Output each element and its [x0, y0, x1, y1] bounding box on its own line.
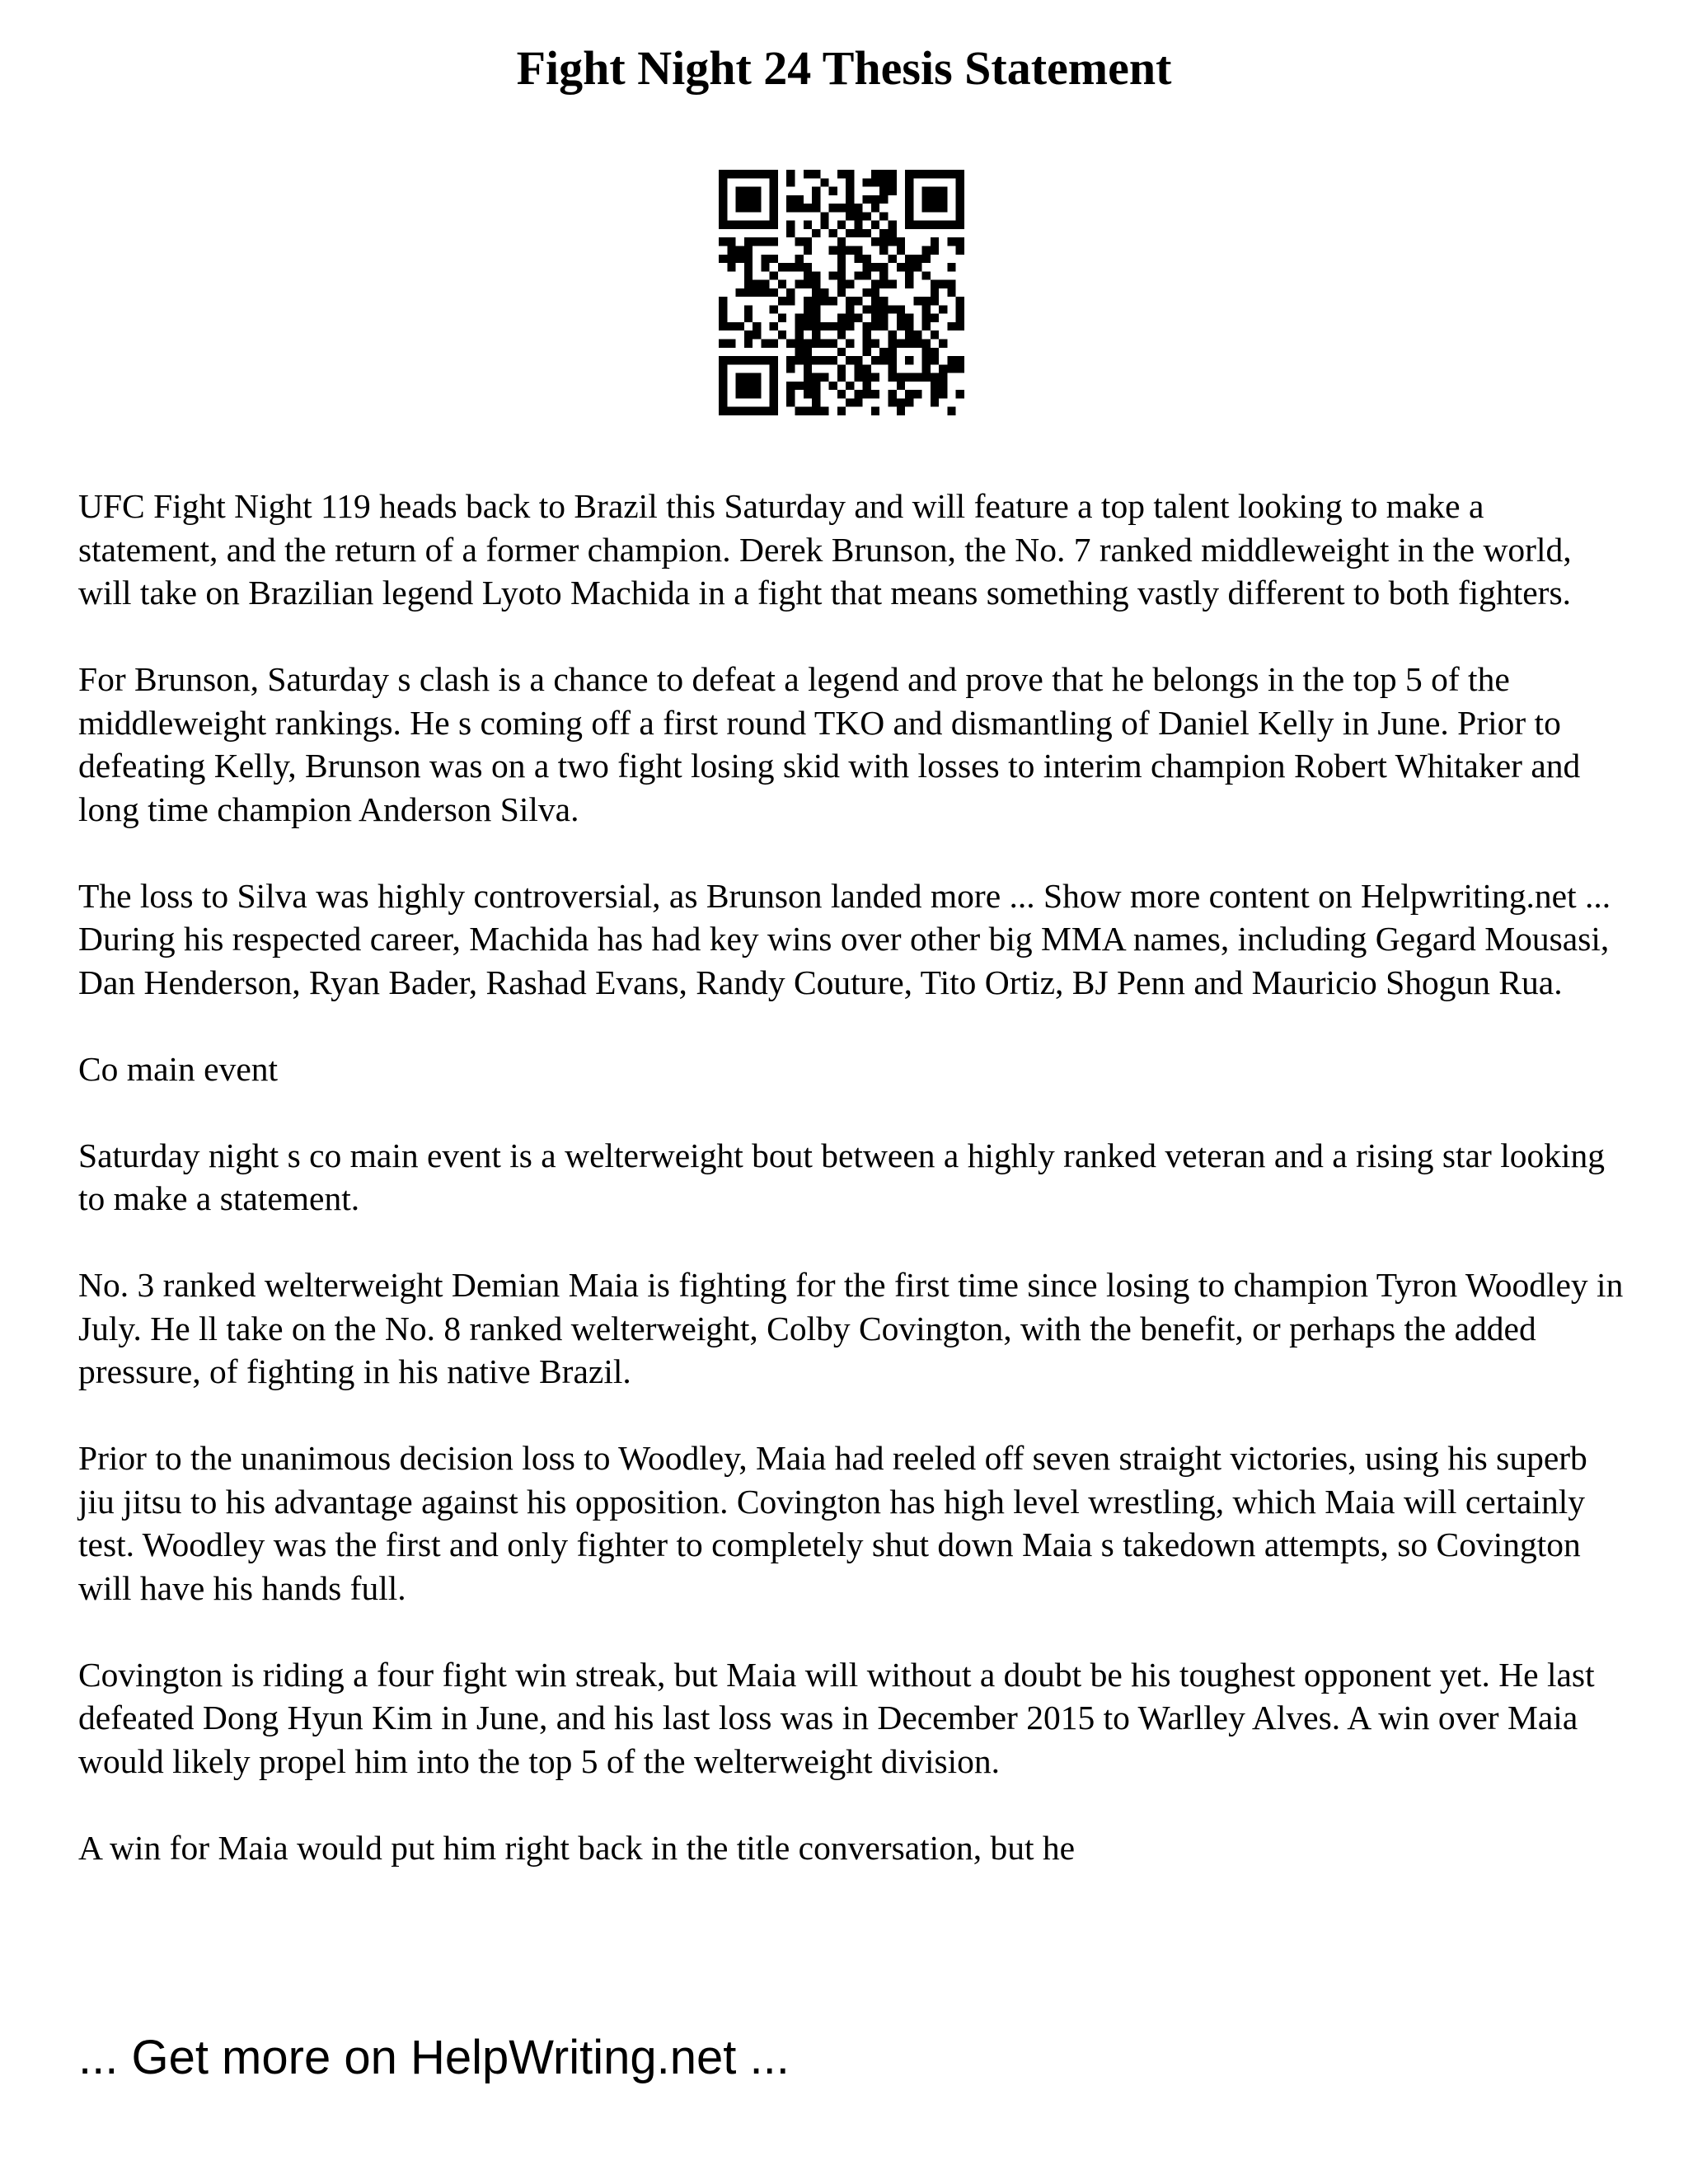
paragraph-silva-loss: The loss to Silva was highly controversial, as Brunson landed more ... Show more content on Helpwriting.net ...: [78, 876, 1611, 915]
section-heading-co-main: Co main event: [78, 1049, 279, 1088]
paragraph-machida-career: During his respected career, Machida has had key wins over other big MMA names, including Gegard Mousasi, Dan Henderson, Ryan Bader, Rashad Evans, Randy Couture, Tito Ortiz, BJ Penn and Mauricio Shogun Rua.: [78, 920, 1610, 1001]
paragraph-woodley-loss: Prior to the unanimous decision loss to Woodley, Maia had reeled off seven straight victories, using his superb jiu jitsu to his advantage against his opposition. Covington has high level wrestling, which Maia will certainly test. Woodley was the first and only fighter to completely shut down Maia s takedown attempts, so Covington will have his hands full.: [78, 1439, 1587, 1607]
paragraph-intro: UFC Fight Night 119 heads back to Brazil this Saturday and will feature a top talent looking to make a statement, and the return of a former champion. Derek Brunson, the No. 7 ranked middleweight in the world, will take on Brazilian legend Lyoto Machida in a fight that means something vastly different to both fighters.: [78, 487, 1572, 612]
qr-code-icon: [719, 170, 964, 415]
article-body: [78, 485, 1628, 1869]
paragraph-brunson: For Brunson, Saturday s clash is a chance to defeat a legend and prove that he belongs in the top 5 of the middleweight rankings. He s coming off a first round TKO and dismantling of Daniel Kelly in June. Prior to defeating Kelly, Brunson was on a two fight losing skid with losses to interim champion Robert Whitaker and long time champion Anderson Silva.: [78, 660, 1581, 828]
paragraph-maia: No. 3 ranked welterweight Demian Maia is fighting for the first time since losing to champion Tyron Woodley in July. He ll take on the No. 8 ranked welterweight, Colby Covington, with the benefit, or perhaps the added pressure, of fighting in his native Brazil.: [78, 1266, 1624, 1390]
paragraph-maia-title: A win for Maia would put him right back in the title conversation, but he: [78, 1828, 1076, 1867]
get-more-link-container: [78, 2029, 790, 2087]
get-more-link[interactable]: ... Get more on HelpWriting.net ...: [78, 2031, 790, 2084]
paragraph-co-main: Saturday night s co main event is a welterweight bout between a highly ranked veteran and a rising star looking to make a statement.: [78, 1136, 1605, 1217]
page-title: Fight Night 24 Thesis Statement: [516, 41, 1172, 95]
paragraph-covington: Covington is riding a four fight win streak, but Maia will without a doubt be his toughest opponent yet. He last defeated Dong Hyun Kim in June, and his last loss was in December 2015 to Warlley Alves. A win over Maia would likely propel him into the top 5 of the welterweight division.: [78, 1655, 1595, 1780]
